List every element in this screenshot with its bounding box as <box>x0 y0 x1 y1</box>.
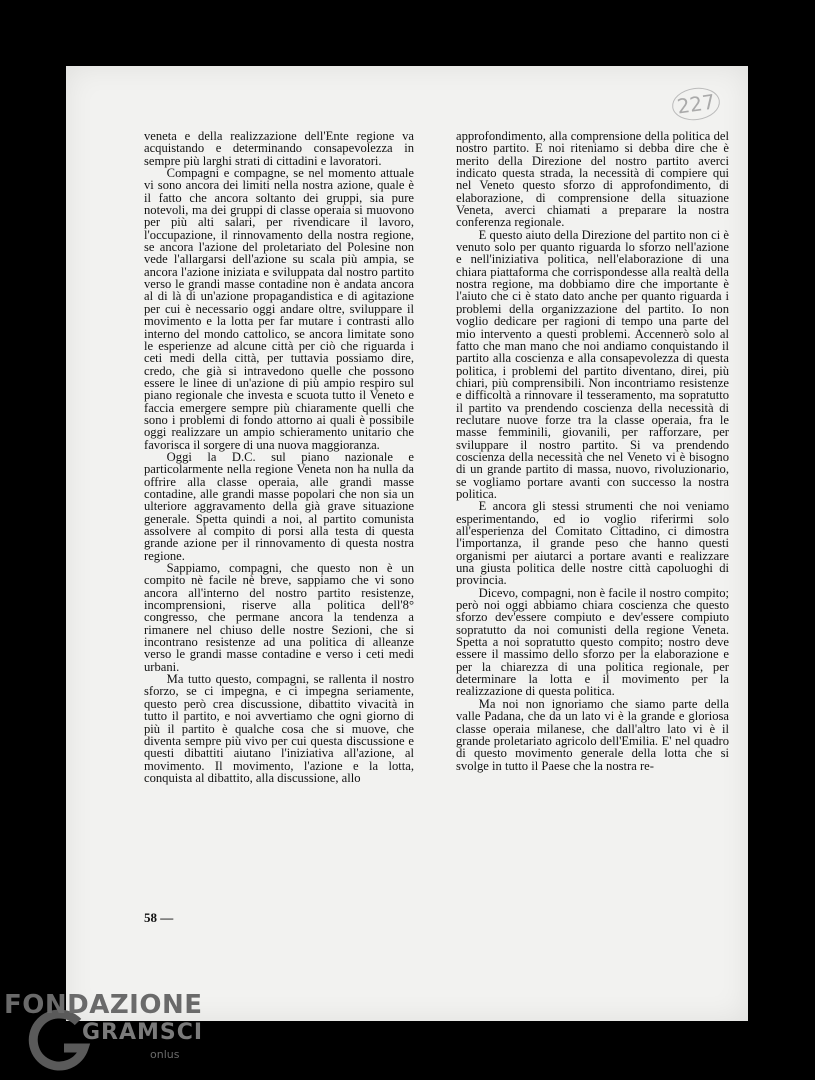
page-number: 58 — <box>144 910 174 925</box>
watermark-line1: FONDAZIONE <box>4 990 203 1020</box>
paragraph: Sappiamo, compagni, che questo non è un compito nè facile nè breve, sappiamo che vi sono ancora all'interno del nostro partito resistenze, incomprensioni, riserve alla politica dell'8° congresso, che permane ancora la tendenza a rimanere nel chiuso delle nostre Sezioni, che si incontrano resistenze ad una politica di alleanze verso le grandi masse contadine e verso i ceti medi urbani. <box>144 561 414 674</box>
watermark-line3: onlus <box>150 1048 180 1061</box>
paragraph: veneta e della realizzazione dell'Ente regione va acquistando e determinando consapevolezza in sempre più larghi strati di cittadini e lavoratori. <box>144 129 414 168</box>
paragraph: approfondimento, alla comprensione della politica del nostro partito. E noi riteniamo si debba dire che è merito della Direzione del nostro partito averci indicato questa strada, la necessità di compiere qui nel Veneto questo sforzo di approfondimento, di elaborazione, di comprensione della situazione Veneta, averci chiamati a preparare la nostra conferenza regionale. <box>456 129 729 230</box>
paragraph: E questo aiuto della Direzione del partito non ci è venuto solo per quanto riguarda lo sforzo nell'azione e nell'iniziativa politica, nell'elaborazione di una chiara piattaforma che corrispondesse alla realtà della nostra regione, ma dobbiamo dire che importante è l'aiuto che ci è stato dato anche per quanto riguarda i problemi della organizzazione del partito. Io non voglio dedicare per ragioni di tempo una parte del mio intervento a questi problemi. Accennerò solo al fatto che man mano che noi andiamo conquistando il partito alla coscienza e alla consapevolezza di questa politica, i problemi del partito diventano, direi, più chiari, più comprensibili. Non incontriamo resistenze e difficoltà a rinnovare il tesseramento, ma sopratutto il partito va prendendo coscienza della necessità di reclutare nuove forze tra la classe operaia, fra le masse femminili, giovanili, per rafforzare, per sviluppare il nostro partito. Si va prendendo coscienza della necessità che nel Veneto vi è bisogno di un grande partito di massa, nuovo, rivoluzionario, se vogliamo portare avanti con successo la nostra politica. <box>456 227 729 501</box>
watermark-line2: GRAMSCI <box>82 1020 204 1045</box>
left-column <box>144 130 414 784</box>
paragraph: Dicevo, compagni, non è facile il nostro compito; però noi oggi abbiamo chiara coscienza che questo sforzo dev'essere compiuto e dev'essere compiuto sopratutto da noi comunisti della regione Veneta. Spetta a noi sopratutto questo compito; nostro deve essere il massimo dello sforzo per la elaborazione e per la chiarezza di una politica regionale, per determinare la lotta e il movimento per la realizzazione di questa politica. <box>456 585 729 699</box>
paragraph: Ma tutto questo, compagni, se rallenta il nostro sforzo, se ci impegna, e ci impegna seriamente, questo però crea discussione, dibattito vivacità in tutto il partito, e noi avvertiamo che ogni giorno di più il partito è qualche cosa che si muove, che diventa sempre più vivo per cui questa discussione e questi dibattiti aiutano l'iniziativa all'azione, al movimento. Il movimento, l'azione e la lotta, conquista al dibattito, alla discussione, allo <box>144 672 414 785</box>
right-column <box>456 130 729 772</box>
paragraph: E ancora gli stessi strumenti che noi veniamo esperimentando, ed io voglio riferirmi solo all'esperienza del Comitato Cittadino, ci dimostra l'importanza, il grande peso che hanno questi organismi per aiutarci a portare avanti e realizzare una giusta politica delle nostre città capoluoghi di provincia. <box>456 499 729 588</box>
document-page <box>66 66 748 1021</box>
paragraph: Oggi la D.C. sul piano nazionale e particolarmente nella regione Veneta non ha nulla da offrire alla classe operaia, alle grandi masse contadine, alle grandi masse popolari che non sia un ulteriore aggravamento della già grave situazione generale. Spetta quindi a noi, al partito comunista assolvere al compito di porsi alla testa di questa grande azione per il rinnovamento di questa nostra regione. <box>144 449 414 563</box>
archive-number-stamp: 227 <box>670 85 722 123</box>
paragraph: Compagni e compagne, se nel momento attuale vi sono ancora dei limiti nella nostra azione, quale è il fatto che ancora soltanto dei gruppi, sia pure notevoli, ma dei gruppi di classe operaia si muovono per più alti salari, per rivendicare il lavoro, l'occupazione, il rinnovamento della nostra regione, se ancora l'azione del proletariato del Polesine non vede l'allargarsi dell'azione su scala più ampia, se ancora l'azione iniziata e sviluppata dal nostro partito verso le grandi masse contadine non è andata ancora al di là di un'azione propagandistica e di agitazione per cui è necessario oggi andare oltre, sviluppare il movimento e la lotta per far mutare i contrasti allo interno del mondo cattolico, se ancora limitate sono le esperienze ad alcune città per ciò che riguarda i ceti medi della città, per tuttavia possiamo dire, credo, che già si intravedono quelle che possono essere le linee di un'azione di più ampio respiro sul piano regionale che investa e scuota tutto il Veneto e faccia emergere sempre più chiaramente quelli che sono i problemi di fondo attorno ai quali è possibile oggi realizzare un ampio schieramento unitario che favorisca il sorgere di una nuova maggioranza. <box>144 166 414 452</box>
watermark-logo <box>4 990 214 1076</box>
paragraph: Ma noi non ignoriamo che siamo parte della valle Padana, che da un lato vi è la grande e gloriosa classe operaia milanese, che dall'altro lato vi è il grande proletariato agricolo dell'Emilia. E' nel quadro di questo movimento generale della lotta che si svolge in tutto il Paese che la nostra re- <box>456 696 729 773</box>
